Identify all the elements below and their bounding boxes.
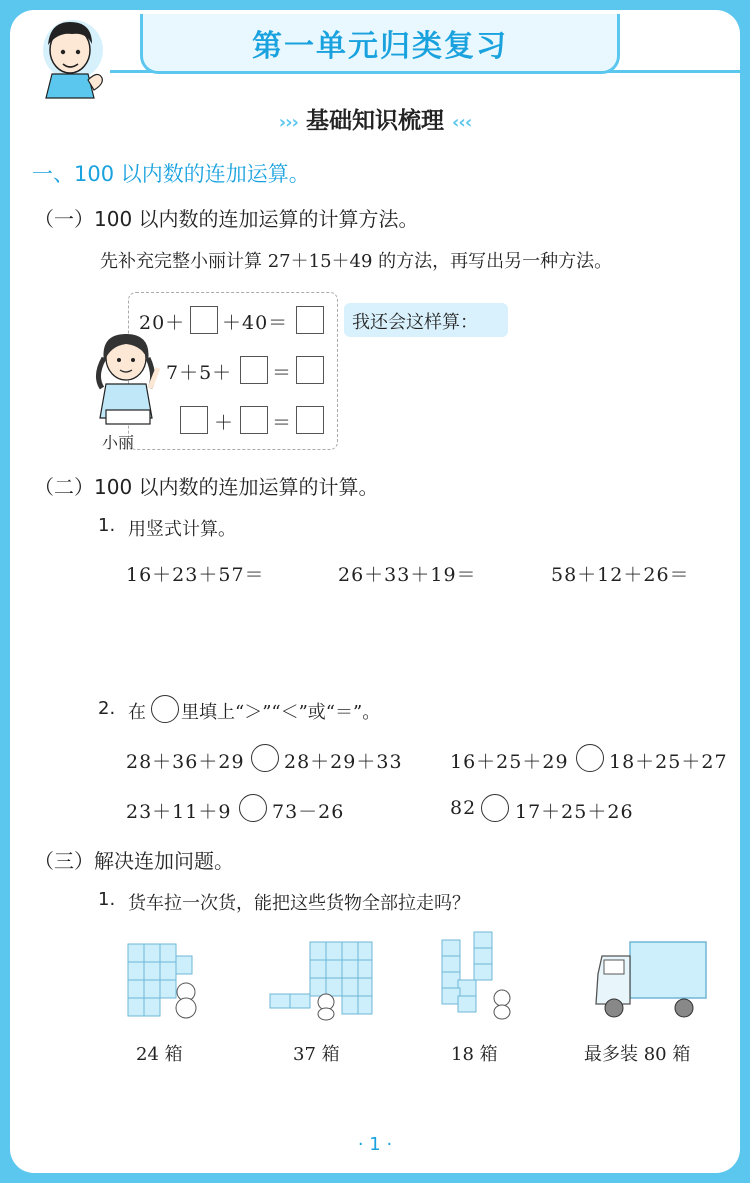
q1-number: 1. <box>98 515 116 536</box>
compare-left: 28＋36＋29 <box>126 751 245 773</box>
part1-heading: 一、100 以内数的连加运算。 <box>32 162 310 186</box>
compare-left: 82 <box>450 797 477 819</box>
compare-left: 23＋11＋9 <box>126 801 232 823</box>
compare-circle[interactable] <box>576 744 604 772</box>
character-name: 小丽 <box>102 433 135 452</box>
sub2-heading: （二）100 以内数的连加运算的计算。 <box>34 475 379 499</box>
page-title: 第一单元归类复习 <box>140 14 620 74</box>
girl-xiaoli-icon <box>92 328 164 434</box>
compare-right: 73－26 <box>272 801 345 823</box>
bubble-text: 我还会这样算： <box>352 312 478 333</box>
goods-label: 24 箱 <box>136 1044 183 1065</box>
q2-post: 里填上“＞”“＜”或“＝”。 <box>181 702 381 723</box>
compare-circle[interactable] <box>251 744 279 772</box>
row1-left: 20＋ <box>139 312 186 334</box>
sub3-q1-text: 货车拉一次货，能把这些货物全部拉走吗？ <box>128 893 470 914</box>
q1-text: 用竖式计算。 <box>128 519 236 540</box>
compare-circle[interactable] <box>239 794 267 822</box>
sub3-heading: （三）解决连加问题。 <box>34 849 234 873</box>
worksheet-page <box>10 10 740 1173</box>
vertical-calc-item: 58＋12＋26＝ <box>551 564 690 586</box>
row3-plus: ＋ <box>214 412 235 434</box>
vertical-calc-item: 16＋23＋57＝ <box>126 564 265 586</box>
row2-mid: ＝ <box>272 362 293 384</box>
truck-icon <box>590 934 710 1026</box>
boy-mascot-icon <box>28 10 118 100</box>
compare-right: 18＋25＋27 <box>609 751 728 773</box>
answer-box[interactable] <box>240 406 268 434</box>
row2-left: 7＋5＋ <box>166 362 233 384</box>
left-arrows-icon: ››› <box>278 112 298 133</box>
answer-box[interactable] <box>180 406 208 434</box>
compare-right: 17＋25＋26 <box>515 801 634 823</box>
right-arrows-icon: ‹‹‹ <box>452 112 472 133</box>
compare-circle[interactable] <box>481 794 509 822</box>
vertical-calc-item: 26＋33＋19＝ <box>338 564 477 586</box>
section-heading <box>10 102 740 135</box>
compare-right: 28＋29＋33 <box>284 751 403 773</box>
compare-left: 16＋25＋29 <box>450 751 569 773</box>
sub1-heading: （一）100 以内数的连加运算的计算方法。 <box>34 207 419 231</box>
q2-pre: 在 <box>128 702 146 723</box>
answer-box[interactable] <box>296 356 324 384</box>
goods-label: 18 箱 <box>451 1044 498 1065</box>
row1-mid: ＋40＝ <box>222 312 289 334</box>
goods-label: 37 箱 <box>293 1044 340 1065</box>
boxes-24-icon <box>122 930 212 1022</box>
page-number: · 1 · <box>357 1134 393 1155</box>
answer-box[interactable] <box>296 406 324 434</box>
sub1-instruction: 先补充完整小丽计算 27＋15＋49 的方法，再写出另一种方法。 <box>100 251 613 272</box>
boxes-18-icon <box>438 926 518 1022</box>
truck-capacity-label: 最多装 80 箱 <box>584 1044 691 1065</box>
q2-number: 2. <box>98 698 116 719</box>
sub3-q1-number: 1. <box>98 889 116 910</box>
boxes-37-icon <box>266 930 376 1022</box>
section-heading-text: 基础知识梳理 <box>306 108 444 134</box>
row3-eq: ＝ <box>272 412 293 434</box>
circle-placeholder-icon <box>151 695 179 723</box>
answer-box[interactable] <box>296 306 324 334</box>
answer-box[interactable] <box>190 306 218 334</box>
answer-box[interactable] <box>240 356 268 384</box>
